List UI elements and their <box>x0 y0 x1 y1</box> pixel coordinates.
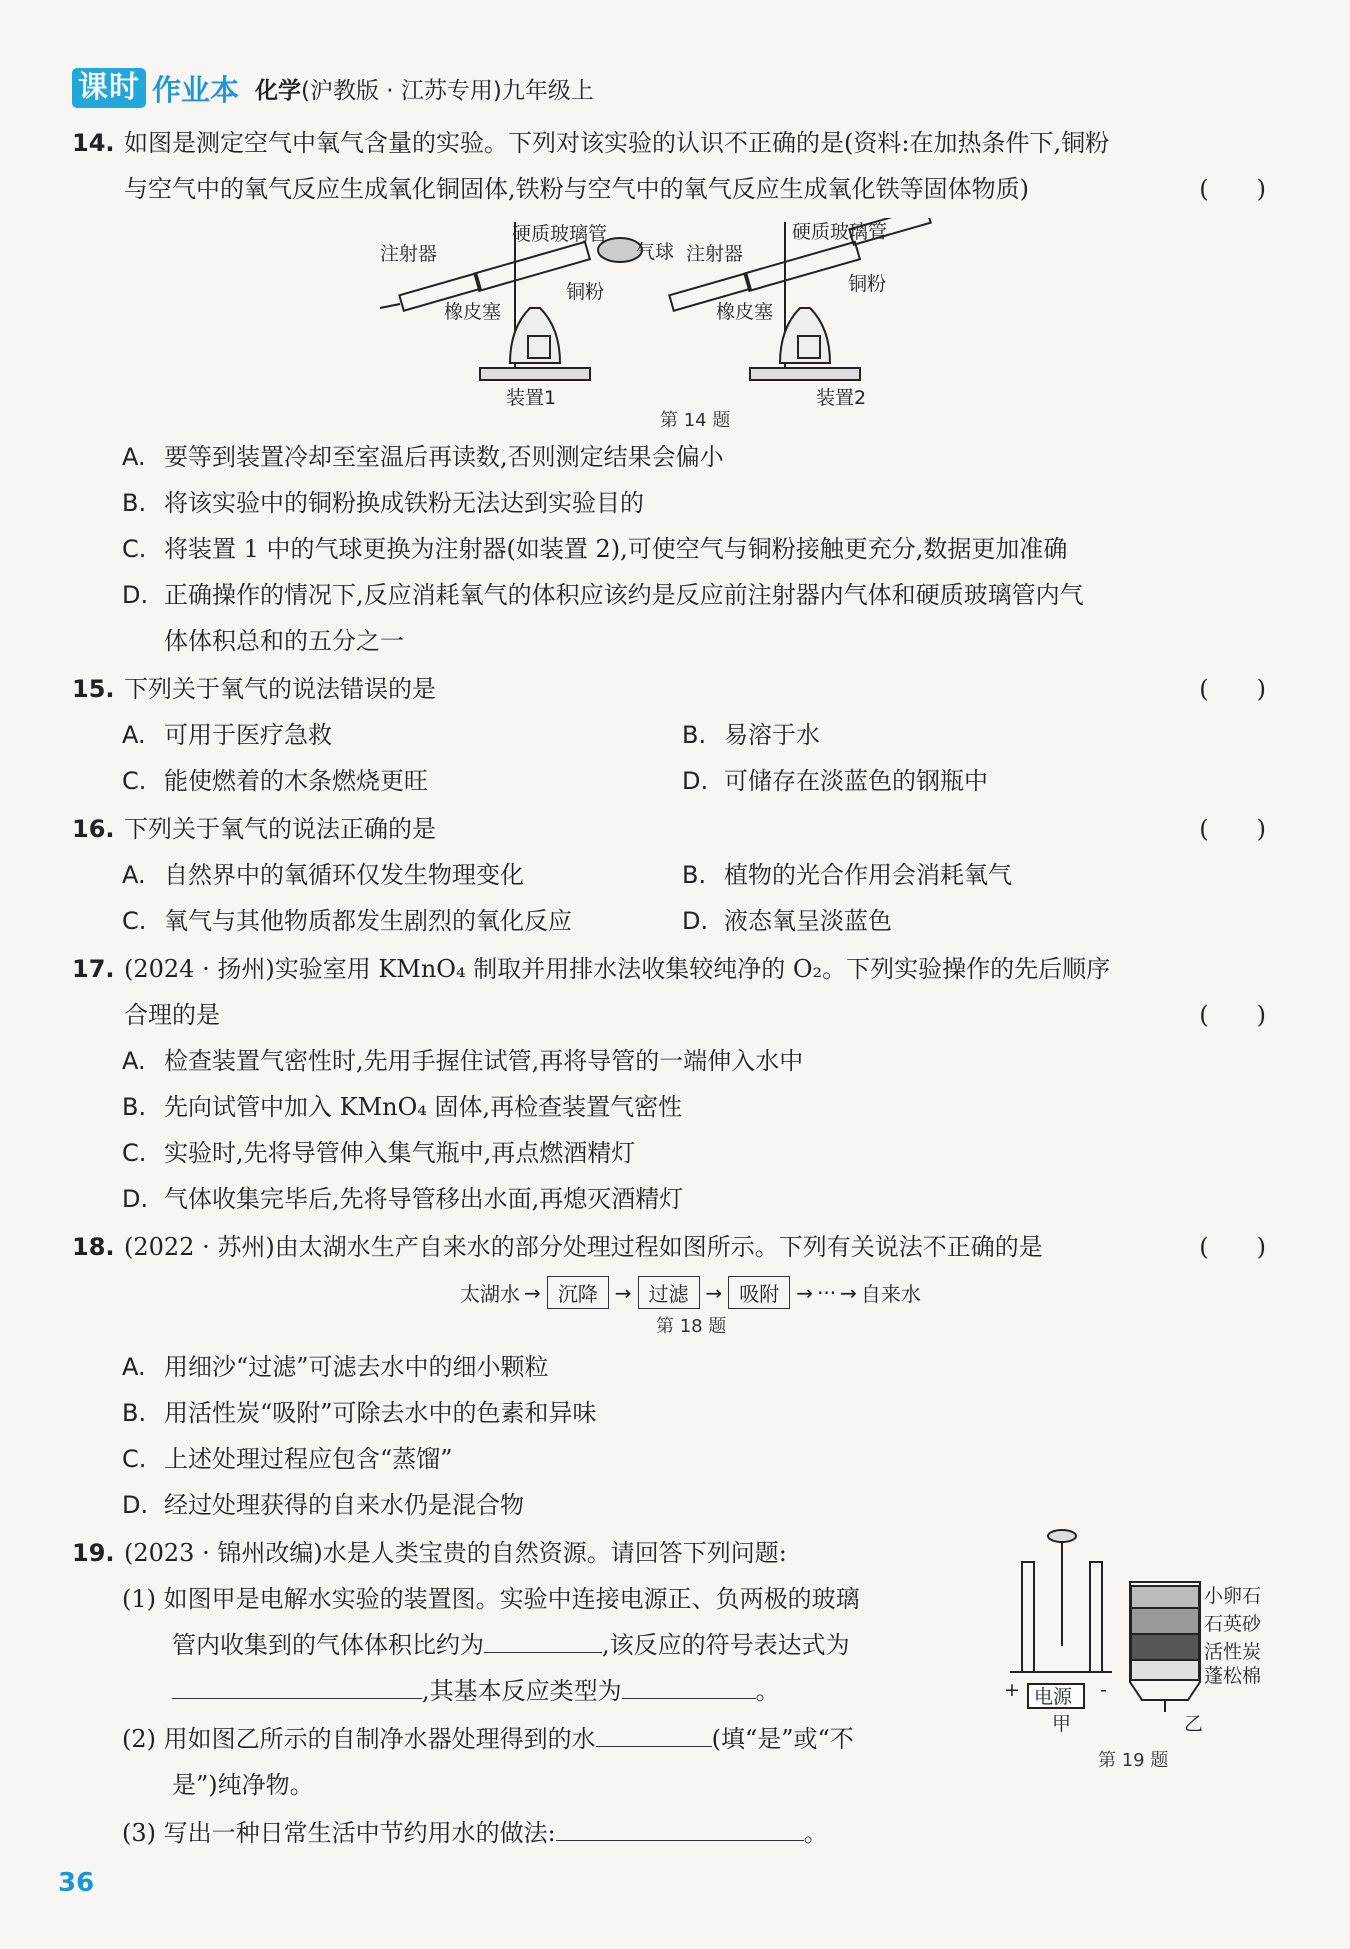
option-a: A. 要等到装置冷却至室温后再读数,否则测定结果会偏小 <box>122 443 724 471</box>
answer-paren: ( ) <box>1199 675 1266 703</box>
label-copper-2: 铜粉 <box>848 273 887 295</box>
label-stopper-2: 橡皮塞 <box>716 301 774 323</box>
question-stem-line2: 合理的是 <box>124 1001 220 1029</box>
subject: 化学 <box>255 77 302 104</box>
label-syringe-1: 注射器 <box>380 243 438 265</box>
answer-paren: ( ) <box>1199 175 1266 203</box>
caption-14: 第 14 题 <box>660 410 731 431</box>
label-device1: 装置1 <box>506 387 557 409</box>
label-tube-1: 硬质玻璃管 <box>512 223 608 245</box>
question-stem: 下列关于氧气的说法正确的是 <box>124 815 436 843</box>
option-d: D. 气体收集完毕后,先将导管移出水面,再熄灭酒精灯 <box>122 1185 684 1213</box>
option-c: C. 将装置 1 中的气球更换为注射器(如装置 2),可使空气与铜粉接触更充分,数据更加准确 <box>122 535 1068 563</box>
q19-part2-line2: 是”)纯净物。 <box>172 1771 314 1799</box>
question-14 <box>72 120 1266 212</box>
option-b: B. 用活性炭“吸附”可除去水中的色素和异味 <box>122 1399 597 1427</box>
option-d: D. 正确操作的情况下,反应消耗氧气的体积应该约是反应前注射器内气体和硬质玻璃管内气 <box>122 581 1084 609</box>
flow-step-1: 沉降 <box>547 1276 609 1309</box>
question-15 <box>72 666 1266 712</box>
option-c: C. 上述处理过程应包含“蒸馏” <box>122 1445 453 1473</box>
option-d-continued: 体体积总和的五分之一 <box>164 627 404 655</box>
option-a: A. 自然界中的氧循环仅发生物理变化 <box>122 861 524 889</box>
label-syringe-2: 注射器 <box>686 243 744 265</box>
arrow-icon: → <box>840 1280 857 1305</box>
answer-blank-purity[interactable] <box>596 1720 712 1747</box>
brand-logo: 课时 <box>72 68 146 108</box>
option-b: B. 先向试管中加入 KMnO₄ 固体,再检查装置气密性 <box>122 1093 683 1121</box>
question-17 <box>72 946 1266 1038</box>
label-balloon: 气球 <box>636 241 675 263</box>
question-18 <box>72 1224 1266 1270</box>
label-pebble: 小卵石 <box>1204 1585 1262 1607</box>
caption-18: 第 18 题 <box>656 1316 727 1337</box>
flow-step-3: 吸附 <box>728 1276 790 1309</box>
option-a: A. 可用于医疗急救 <box>122 721 332 749</box>
label-power: 电源 <box>1034 1686 1073 1708</box>
caption-19: 第 19 题 <box>1098 1750 1169 1771</box>
q19-part1-line1: (1) 如图甲是电解水实验的装置图。实验中连接电源正、负两极的玻璃 <box>122 1585 860 1613</box>
answer-blank-water-saving[interactable] <box>556 1814 804 1841</box>
question-stem-line1: 如图是测定空气中氧气含量的实验。下列对该实验的认识不正确的是(资料:在加热条件下,铜粉 <box>124 129 1110 157</box>
q19-part1-line2: 管内收集到的气体体积比约为 ,该反应的符号表达式为 <box>172 1622 850 1668</box>
minus-sign: - <box>1100 1679 1107 1701</box>
option-b: B. 易溶于水 <box>682 721 820 749</box>
label-quartz: 石英砂 <box>1204 1613 1262 1635</box>
option-d: D. 可储存在淡蓝色的钢瓶中 <box>682 767 988 795</box>
page-number: 36 <box>58 1868 95 1898</box>
arrow-icon: → <box>705 1280 723 1305</box>
q19-part2-line1: (2) 用如图乙所示的自制净水器处理得到的水 (填“是”或“不 <box>122 1716 854 1762</box>
q19-figure <box>1000 1526 1270 1736</box>
arrow-icon: → <box>796 1280 814 1305</box>
q14-figure <box>380 218 1000 410</box>
flow-step-2: 过滤 <box>638 1276 700 1309</box>
flow-end: 自来水 <box>860 1282 921 1306</box>
subject-line <box>255 72 594 105</box>
option-d: D. 经过处理获得的自来水仍是混合物 <box>122 1491 524 1519</box>
option-b: B. 将该实验中的铜粉换成铁粉无法达到实验目的 <box>122 489 644 517</box>
label-device2: 装置2 <box>816 387 867 409</box>
label-jia: 甲 <box>1052 1713 1072 1735</box>
answer-paren: ( ) <box>1199 815 1266 843</box>
plus-sign: + <box>1004 1679 1020 1701</box>
question-19 <box>72 1530 1020 1576</box>
question-stem: (2022 · 苏州)由太湖水生产自来水的部分处理过程如图所示。下列有关说法不正确的是 <box>124 1233 1043 1261</box>
label-tube-2: 硬质玻璃管 <box>792 221 888 243</box>
question-stem-line2: 与空气中的氧气反应生成氧化铜固体,铁粉与空气中的氧气反应生成氧化铁等固体物质) <box>124 175 1029 203</box>
label-cotton: 蓬松棉 <box>1204 1665 1262 1687</box>
question-number: 14. <box>72 129 115 157</box>
header <box>72 66 594 110</box>
brand-title: 作业本 <box>152 72 240 107</box>
answer-blank-ratio[interactable] <box>484 1626 602 1653</box>
q19-part1-line3: ,其基本反应类型为 。 <box>172 1668 780 1714</box>
answer-blank-equation[interactable] <box>172 1672 422 1699</box>
option-c: C. 氧气与其他物质都发生剧烈的氧化反应 <box>122 907 572 935</box>
question-number: 19. <box>72 1539 115 1567</box>
question-stem: 下列关于氧气的说法错误的是 <box>124 675 436 703</box>
label-copper-1: 铜粉 <box>566 281 605 303</box>
question-16 <box>72 806 1266 852</box>
answer-paren: ( ) <box>1199 1233 1266 1261</box>
question-number: 18. <box>72 1233 115 1261</box>
question-stem: (2023 · 锦州改编)水是人类宝贵的自然资源。请回答下列问题: <box>124 1539 787 1567</box>
option-c: C. 能使燃着的木条燃烧更旺 <box>122 767 428 795</box>
flow-dots: ··· <box>817 1280 837 1305</box>
option-a: A. 用细沙“过滤”可滤去水中的细小颗粒 <box>122 1353 549 1381</box>
question-number: 17. <box>72 955 115 983</box>
answer-paren: ( ) <box>1199 1001 1266 1029</box>
option-c: C. 实验时,先将导管伸入集气瓶中,再点燃酒精灯 <box>122 1139 636 1167</box>
edition: (沪教版 · 江苏专用)九年级上 <box>301 77 594 104</box>
arrow-icon: → <box>524 1280 541 1305</box>
q19-part3: (3) 写出一种日常生活中节约用水的做法: 。 <box>122 1810 828 1856</box>
flow-start: 太湖水 <box>460 1282 520 1306</box>
option-a: A. 检查装置气密性时,先用手握住试管,再将导管的一端伸入水中 <box>122 1047 804 1075</box>
label-yi: 乙 <box>1184 1713 1204 1735</box>
label-carbon: 活性炭 <box>1204 1641 1262 1663</box>
question-number: 16. <box>72 815 115 843</box>
label-stopper-1: 橡皮塞 <box>444 301 502 323</box>
question-number: 15. <box>72 675 115 703</box>
question-stem-line1: (2024 · 扬州)实验室用 KMnO₄ 制取并用排水法收集较纯净的 O₂。下列实验操作的先后顺序 <box>124 955 1111 983</box>
option-d: D. 液态氧呈淡蓝色 <box>682 907 892 935</box>
q18-flow-diagram <box>460 1276 921 1309</box>
answer-blank-reaction-type[interactable] <box>622 1672 756 1699</box>
arrow-icon: → <box>614 1280 632 1305</box>
option-b: B. 植物的光合作用会消耗氧气 <box>682 861 1012 889</box>
